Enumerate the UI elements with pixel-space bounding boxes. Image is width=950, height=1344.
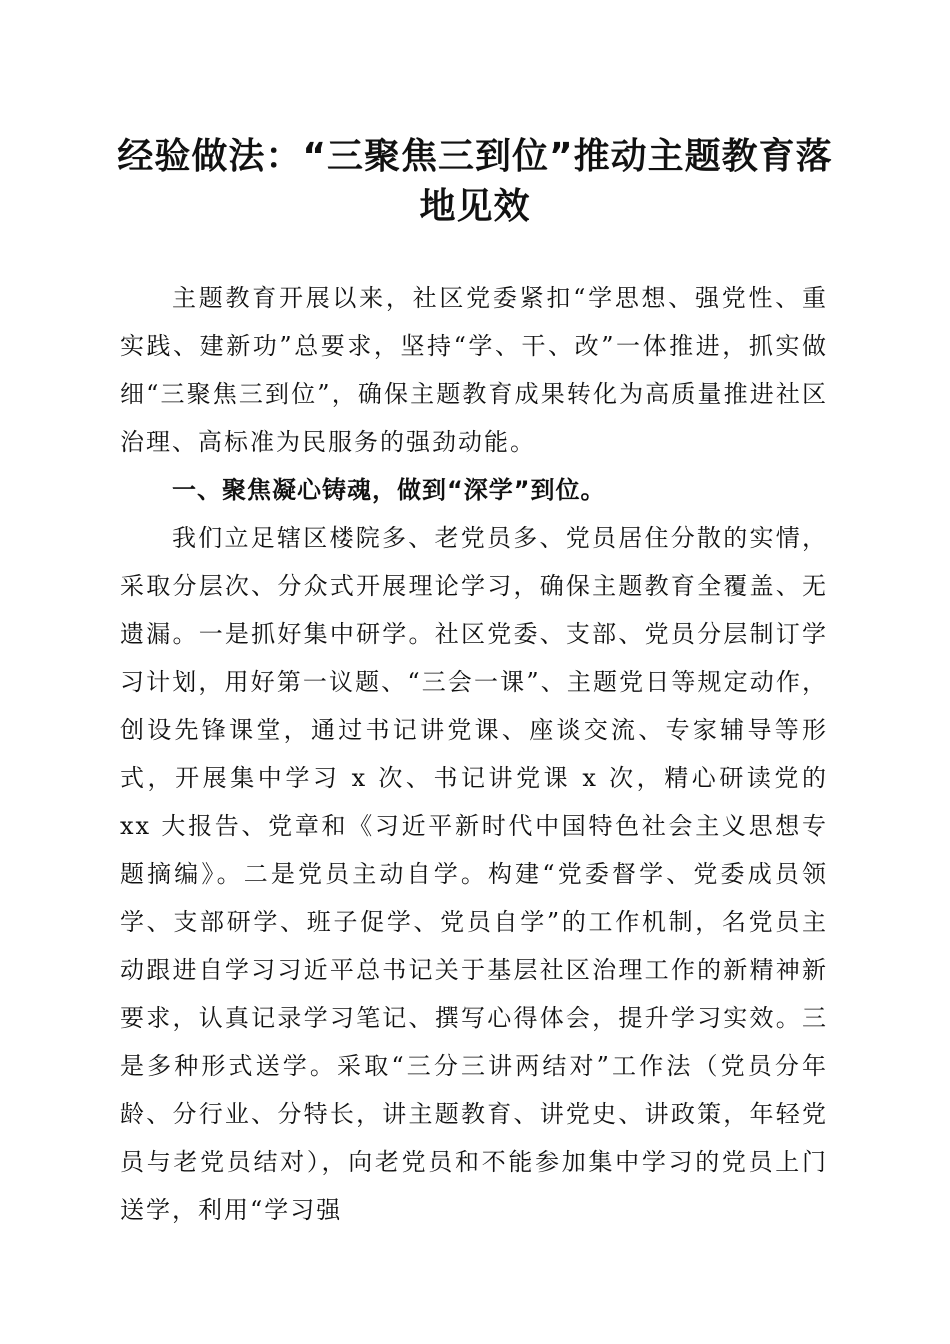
- document-title: 经验做法：“三聚焦三到位”推动主题教育落地见效: [117, 136, 833, 227]
- section-heading: 一、聚焦凝心铸魂，做到“深学”到位。: [172, 476, 606, 504]
- document-body: [120, 274, 828, 1234]
- body-paragraph: 我们立足辖区楼院多、老党员多、党员居住分散的实情，采取分层次、分众式开展理论学习，确保主题教育全覆盖、无遗漏。一是抓好集中研学。社区党委、支部、党员分层制订学习计划，用好第一议题、“三会一课”、主题党日等规定动作，创设先锋课堂，通过书记讲党课、座谈交流、专家辅导等形式，开展集中学习 x 次、书记讲党课 x 次，精心研读党的 xx 大报告、党章和《习近平新时代中国特色社会主义思想专题摘编》。二是党员主动自学。构建“党委督学、党委成员领学、支部研学、班子促学、党员自学”的工作机制，名党员主动跟进自学习习近平总书记关于基层社区治理工作的新精神新要求，认真记录学习笔记、撰写心得体会，提升学习实效。三是多种形式送学。采取“三分三讲两结对”工作法（党员分年龄、分行业、分特长，讲主题教育、讲党史、讲政策，年轻党员与老党员结对），向老党员和不能参加集中学习的党员上门送学，利用“学习强: [120, 524, 828, 1224]
- intro-paragraph: 主题教育开展以来，社区党委紧扣“学思想、强党性、重实践、建新功”总要求，坚持“学、干、改”一体推进，抓实做细“三聚焦三到位”，确保主题教育成果转化为高质量推进社区治理、高标准为民服务的强劲动能。: [120, 284, 828, 456]
